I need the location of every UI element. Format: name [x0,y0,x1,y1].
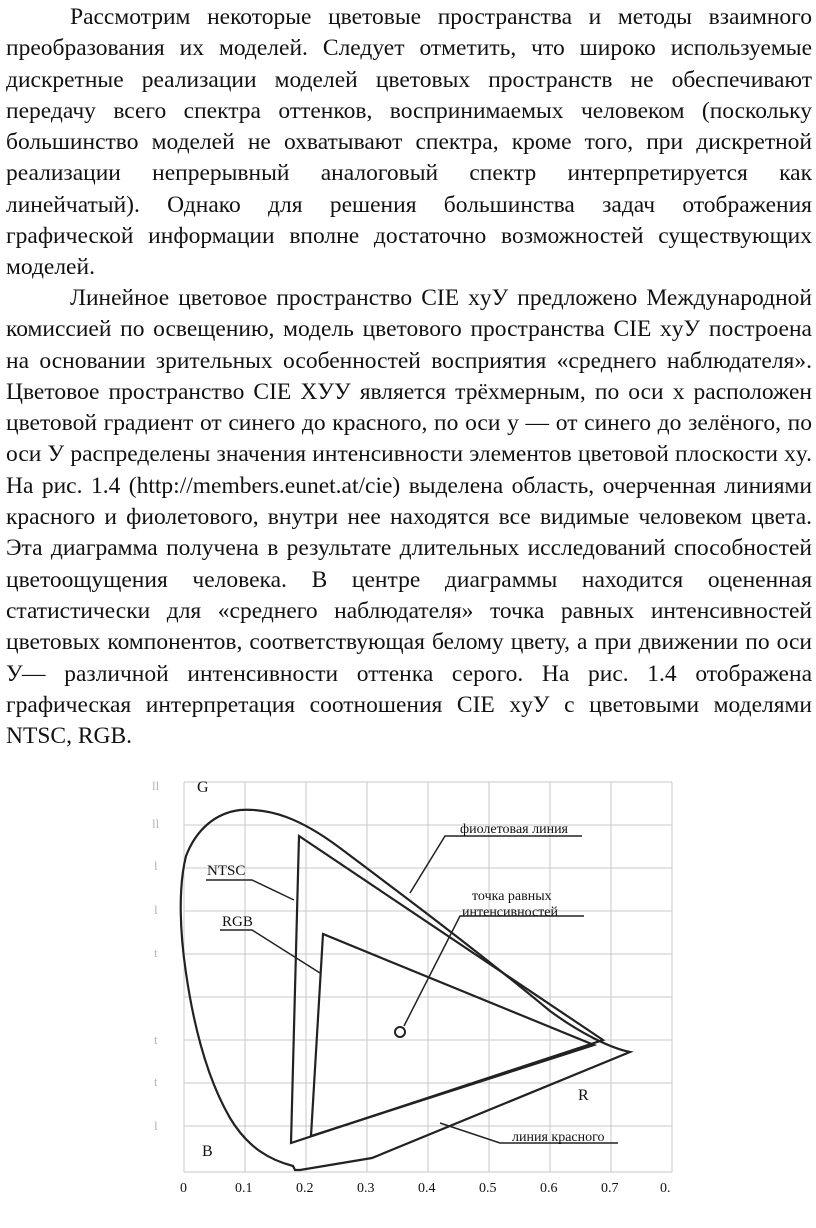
ntsc-triangle [291,836,603,1143]
label-violet-line: фиолетовая линия [460,822,568,837]
rgb-leader [220,930,320,973]
rgb-triangle [311,934,594,1136]
y-tick: t [154,1074,158,1089]
label-red-line: линия красного [512,1130,605,1145]
x-tick: 0.6 [540,1181,558,1196]
y-tick: l [154,858,158,873]
y-tick: t [154,1032,158,1047]
x-tick: 0 [180,1181,187,1196]
paragraph-2: Линейное цветовое пространство CIE xyУ предложено Международной комиссией по освещению, модель цветового пространства CIE xyУ построена на основании зрительных особенностей восприятия «среднего наблюдателя». Цветовое пространство CIE XУУ является трёхмерным, по оси x расположен цветовой градиент от синего до красного, по оси y — от синего до зелёного, по оси У распределены значения интенсивности элементов цветовой плоскости xy. На рис. 1.4 (http://members.eunet.at/cie) выделена область, очерченная линиями красного и фиолетового, внутри нее находятся все видимые человеком цвета. Эта диаграмма получена в результате длительных исследований способностей цветоощущения человека. В центре диаграммы находится оцененная статистически для «среднего наблюдателя» точка равных интенсивностей цветовых компонентов, соответствующая белому цвету, а при движении по оси У— различной интенсивности оттенка серого. На рис. 1.4 отображена графическая интерпретация соотношения CIE xyУ с цветовыми моделями NTSC, RGB. [6,285,812,750]
label-g: G [197,779,209,796]
label-equal-point-2: интенсивностей [462,905,559,920]
y-tick: ll [152,816,160,831]
y-tick: l [154,902,158,917]
y-tick: t [154,945,158,960]
spectral-locus [181,810,630,1170]
violet-leader [410,836,582,893]
x-tick: 0.3 [357,1181,375,1196]
y-tick: ll [152,778,160,793]
label-r: R [578,1087,589,1104]
y-ticks [152,778,160,1133]
x-tick: 0.7 [601,1181,619,1196]
y-tick: l [154,1118,158,1133]
x-tick: 0.5 [479,1181,497,1196]
equal-intensity-point [395,1027,405,1037]
paragraph-1: Рассмотрим некоторые цветовые пространства и методы взаимного преобразования их моделей. Следует отметить, что широко используемые дискретные реализации моделей цветовых пространств не обеспечивают передачу всего спектра оттенков, воспринимаемых человеком (поскольку большинство моделей не охватывают спектра, кроме того, при дискретной реализации непрерывный аналоговый спектр интерпретируется как линейчатый). Однако для решения большинства задач отображения графической информации вполне достаточно возможностей существующих моделей. [6,4,812,281]
x-tick: 0. [660,1181,671,1196]
cie-diagram-figure [140,768,680,1226]
label-rgb: RGB [222,914,253,930]
label-ntsc: NTSC [207,863,246,879]
ntsc-leader [206,880,294,900]
cie-diagram-svg [140,768,680,1226]
x-tick: 0.2 [296,1181,314,1196]
x-tick: 0.1 [235,1181,253,1196]
label-equal-point-1: точка равных [472,889,552,904]
label-b: B [202,1143,213,1160]
x-tick: 0.4 [418,1181,436,1196]
